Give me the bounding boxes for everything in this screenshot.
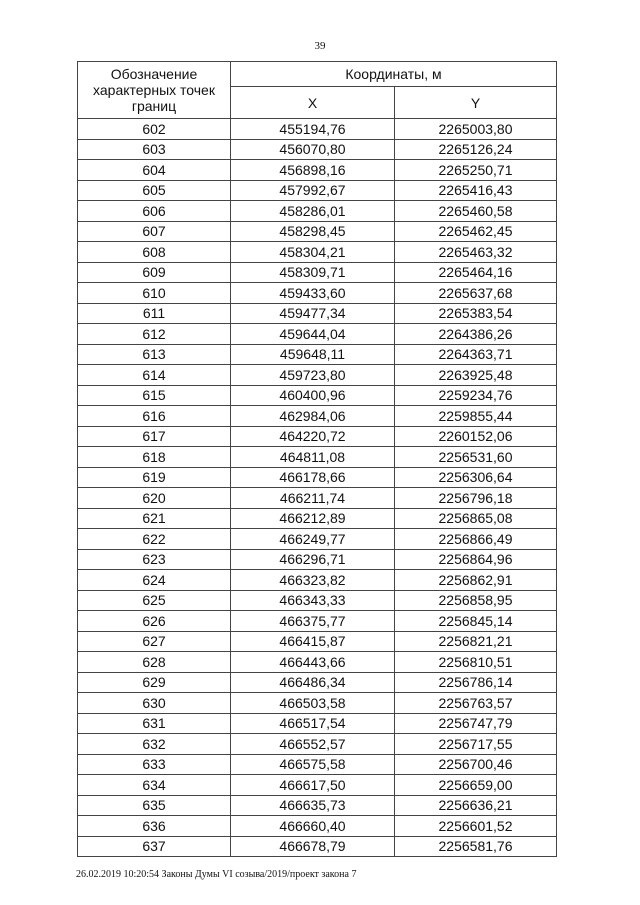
point-id-cell: 618 bbox=[78, 447, 231, 468]
x-coordinate-cell: 458298,45 bbox=[231, 221, 395, 242]
y-coordinate-cell: 2256306,64 bbox=[395, 467, 557, 488]
y-coordinate-cell: 2256796,18 bbox=[395, 488, 557, 509]
table-row bbox=[78, 529, 557, 550]
x-coordinate-cell: 466635,73 bbox=[231, 795, 395, 816]
x-coordinate-cell: 466575,58 bbox=[231, 754, 395, 775]
header-y: Y bbox=[395, 87, 557, 119]
point-id-cell: 636 bbox=[78, 816, 231, 837]
x-coordinate-cell: 466211,74 bbox=[231, 488, 395, 509]
y-coordinate-cell: 2264386,26 bbox=[395, 324, 557, 345]
x-coordinate-cell: 459648,11 bbox=[231, 344, 395, 365]
y-coordinate-cell: 2256717,55 bbox=[395, 734, 557, 755]
y-coordinate-cell: 2265463,32 bbox=[395, 242, 557, 263]
footer-document-info: 26.02.2019 10:20:54 Законы Думы VI созыва/2019/проект закона 7 bbox=[76, 869, 357, 880]
x-coordinate-cell: 466552,57 bbox=[231, 734, 395, 755]
x-coordinate-cell: 464220,72 bbox=[231, 426, 395, 447]
table-row bbox=[78, 344, 557, 365]
x-coordinate-cell: 466678,79 bbox=[231, 836, 395, 857]
y-coordinate-cell: 2263925,48 bbox=[395, 365, 557, 386]
x-coordinate-cell: 466517,54 bbox=[231, 713, 395, 734]
x-coordinate-cell: 456898,16 bbox=[231, 160, 395, 181]
table-row bbox=[78, 631, 557, 652]
point-id-cell: 632 bbox=[78, 734, 231, 755]
y-coordinate-cell: 2256786,14 bbox=[395, 672, 557, 693]
x-coordinate-cell: 464811,08 bbox=[231, 447, 395, 468]
table-row bbox=[78, 447, 557, 468]
table-row bbox=[78, 467, 557, 488]
x-coordinate-cell: 466415,87 bbox=[231, 631, 395, 652]
table-row bbox=[78, 283, 557, 304]
x-coordinate-cell: 457992,67 bbox=[231, 180, 395, 201]
x-coordinate-cell: 466443,66 bbox=[231, 652, 395, 673]
x-coordinate-cell: 459477,34 bbox=[231, 303, 395, 324]
table-row bbox=[78, 734, 557, 755]
header-designation: Обозначение характерных точек границ bbox=[78, 62, 231, 119]
point-id-cell: 604 bbox=[78, 160, 231, 181]
y-coordinate-cell: 2265462,45 bbox=[395, 221, 557, 242]
point-id-cell: 605 bbox=[78, 180, 231, 201]
table-row bbox=[78, 221, 557, 242]
x-coordinate-cell: 459723,80 bbox=[231, 365, 395, 386]
point-id-cell: 630 bbox=[78, 693, 231, 714]
y-coordinate-cell: 2256862,91 bbox=[395, 570, 557, 591]
y-coordinate-cell: 2256659,00 bbox=[395, 775, 557, 796]
table-row bbox=[78, 488, 557, 509]
y-coordinate-cell: 2265126,24 bbox=[395, 139, 557, 160]
table-row bbox=[78, 652, 557, 673]
y-coordinate-cell: 2265637,68 bbox=[395, 283, 557, 304]
table-row bbox=[78, 303, 557, 324]
y-coordinate-cell: 2260152,06 bbox=[395, 426, 557, 447]
x-coordinate-cell: 466343,33 bbox=[231, 590, 395, 611]
table-row bbox=[78, 262, 557, 283]
y-coordinate-cell: 2265460,58 bbox=[395, 201, 557, 222]
y-coordinate-cell: 2265250,71 bbox=[395, 160, 557, 181]
x-coordinate-cell: 456070,80 bbox=[231, 139, 395, 160]
point-id-cell: 628 bbox=[78, 652, 231, 673]
point-id-cell: 602 bbox=[78, 119, 231, 140]
y-coordinate-cell: 2265383,54 bbox=[395, 303, 557, 324]
table-row bbox=[78, 795, 557, 816]
table-row bbox=[78, 119, 557, 140]
point-id-cell: 627 bbox=[78, 631, 231, 652]
point-id-cell: 623 bbox=[78, 549, 231, 570]
point-id-cell: 612 bbox=[78, 324, 231, 345]
table-row bbox=[78, 180, 557, 201]
y-coordinate-cell: 2256531,60 bbox=[395, 447, 557, 468]
y-coordinate-cell: 2256810,51 bbox=[395, 652, 557, 673]
x-coordinate-cell: 462984,06 bbox=[231, 406, 395, 427]
point-id-cell: 613 bbox=[78, 344, 231, 365]
x-coordinate-cell: 466249,77 bbox=[231, 529, 395, 550]
point-id-cell: 633 bbox=[78, 754, 231, 775]
point-id-cell: 609 bbox=[78, 262, 231, 283]
x-coordinate-cell: 466375,77 bbox=[231, 611, 395, 632]
point-id-cell: 626 bbox=[78, 611, 231, 632]
y-coordinate-cell: 2265003,80 bbox=[395, 119, 557, 140]
point-id-cell: 616 bbox=[78, 406, 231, 427]
point-id-cell: 611 bbox=[78, 303, 231, 324]
table-row bbox=[78, 836, 557, 857]
point-id-cell: 622 bbox=[78, 529, 231, 550]
x-coordinate-cell: 455194,76 bbox=[231, 119, 395, 140]
point-id-cell: 635 bbox=[78, 795, 231, 816]
header-x: X bbox=[231, 87, 395, 119]
table-row bbox=[78, 365, 557, 386]
y-coordinate-cell: 2256747,79 bbox=[395, 713, 557, 734]
point-id-cell: 606 bbox=[78, 201, 231, 222]
table-row bbox=[78, 385, 557, 406]
header-coordinates: Координаты, м bbox=[231, 62, 557, 87]
y-coordinate-cell: 2256858,95 bbox=[395, 590, 557, 611]
y-coordinate-cell: 2259855,44 bbox=[395, 406, 557, 427]
y-coordinate-cell: 2256700,46 bbox=[395, 754, 557, 775]
point-id-cell: 634 bbox=[78, 775, 231, 796]
point-id-cell: 631 bbox=[78, 713, 231, 734]
table-row bbox=[78, 201, 557, 222]
table-row bbox=[78, 611, 557, 632]
point-id-cell: 607 bbox=[78, 221, 231, 242]
page-number: 39 bbox=[314, 40, 326, 52]
x-coordinate-cell: 459644,04 bbox=[231, 324, 395, 345]
table-row bbox=[78, 406, 557, 427]
x-coordinate-cell: 466296,71 bbox=[231, 549, 395, 570]
table-body bbox=[78, 119, 557, 857]
table-row bbox=[78, 324, 557, 345]
y-coordinate-cell: 2256866,49 bbox=[395, 529, 557, 550]
table-row bbox=[78, 672, 557, 693]
point-id-cell: 629 bbox=[78, 672, 231, 693]
table-row bbox=[78, 693, 557, 714]
y-coordinate-cell: 2256601,52 bbox=[395, 816, 557, 837]
table-row bbox=[78, 139, 557, 160]
table-row bbox=[78, 160, 557, 181]
y-coordinate-cell: 2265416,43 bbox=[395, 180, 557, 201]
x-coordinate-cell: 466323,82 bbox=[231, 570, 395, 591]
table-row bbox=[78, 590, 557, 611]
x-coordinate-cell: 466660,40 bbox=[231, 816, 395, 837]
table-row bbox=[78, 816, 557, 837]
y-coordinate-cell: 2256821,21 bbox=[395, 631, 557, 652]
x-coordinate-cell: 459433,60 bbox=[231, 283, 395, 304]
table-row bbox=[78, 508, 557, 529]
point-id-cell: 621 bbox=[78, 508, 231, 529]
point-id-cell: 610 bbox=[78, 283, 231, 304]
x-coordinate-cell: 466617,50 bbox=[231, 775, 395, 796]
point-id-cell: 625 bbox=[78, 590, 231, 611]
y-coordinate-cell: 2256636,21 bbox=[395, 795, 557, 816]
x-coordinate-cell: 458286,01 bbox=[231, 201, 395, 222]
y-coordinate-cell: 2256864,96 bbox=[395, 549, 557, 570]
x-coordinate-cell: 458304,21 bbox=[231, 242, 395, 263]
y-coordinate-cell: 2256581,76 bbox=[395, 836, 557, 857]
table-row bbox=[78, 775, 557, 796]
point-id-cell: 624 bbox=[78, 570, 231, 591]
table-row bbox=[78, 426, 557, 447]
y-coordinate-cell: 2259234,76 bbox=[395, 385, 557, 406]
point-id-cell: 620 bbox=[78, 488, 231, 509]
y-coordinate-cell: 2256865,08 bbox=[395, 508, 557, 529]
x-coordinate-cell: 460400,96 bbox=[231, 385, 395, 406]
x-coordinate-cell: 466212,89 bbox=[231, 508, 395, 529]
point-id-cell: 608 bbox=[78, 242, 231, 263]
table-row bbox=[78, 242, 557, 263]
y-coordinate-cell: 2256763,57 bbox=[395, 693, 557, 714]
table-row bbox=[78, 570, 557, 591]
point-id-cell: 615 bbox=[78, 385, 231, 406]
coordinates-table bbox=[77, 61, 557, 857]
table-header bbox=[78, 62, 557, 119]
table-row bbox=[78, 713, 557, 734]
x-coordinate-cell: 466178,66 bbox=[231, 467, 395, 488]
point-id-cell: 603 bbox=[78, 139, 231, 160]
table-row bbox=[78, 549, 557, 570]
point-id-cell: 637 bbox=[78, 836, 231, 857]
point-id-cell: 614 bbox=[78, 365, 231, 386]
x-coordinate-cell: 466503,58 bbox=[231, 693, 395, 714]
x-coordinate-cell: 458309,71 bbox=[231, 262, 395, 283]
y-coordinate-cell: 2265464,16 bbox=[395, 262, 557, 283]
y-coordinate-cell: 2256845,14 bbox=[395, 611, 557, 632]
point-id-cell: 617 bbox=[78, 426, 231, 447]
y-coordinate-cell: 2264363,71 bbox=[395, 344, 557, 365]
point-id-cell: 619 bbox=[78, 467, 231, 488]
x-coordinate-cell: 466486,34 bbox=[231, 672, 395, 693]
table-row bbox=[78, 754, 557, 775]
